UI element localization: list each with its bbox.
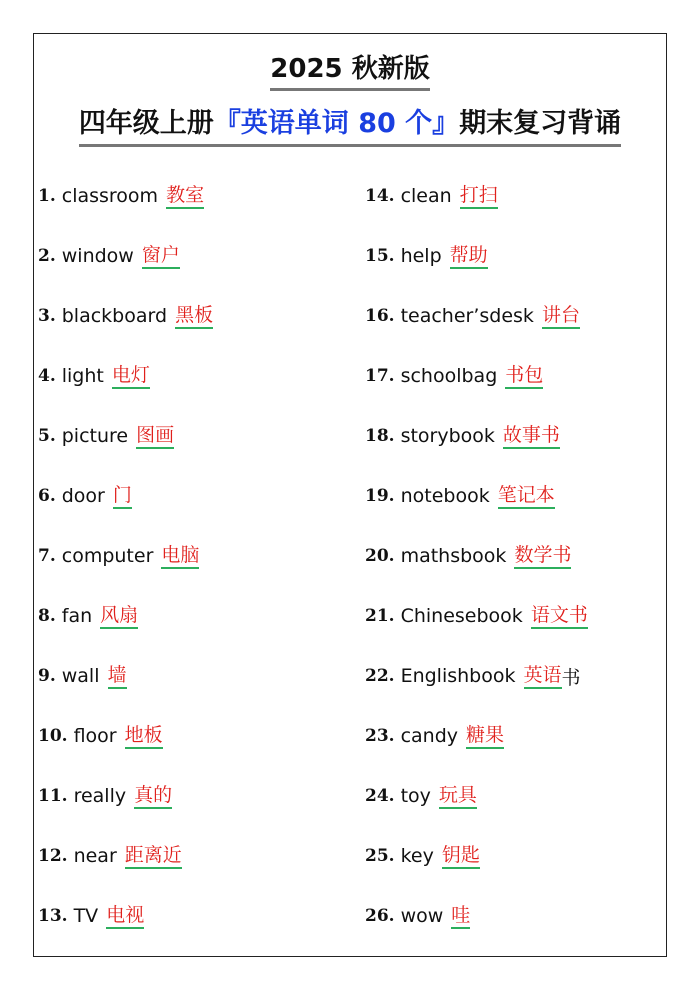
english-word: key xyxy=(400,845,434,867)
subtitle-suffix: 期末复习背诵 xyxy=(459,108,622,139)
word-list-right xyxy=(365,166,588,946)
english-word: fan xyxy=(61,605,93,627)
word-number: 5. xyxy=(38,426,56,446)
chinese-translation: 风扇 xyxy=(100,603,138,629)
word-number: 8. xyxy=(38,606,56,626)
word-number: 23. xyxy=(365,726,395,746)
english-word: picture xyxy=(61,425,129,447)
subtitle-prefix: 四年级上册 xyxy=(78,108,214,139)
word-number: 14. xyxy=(365,186,395,206)
word-number: 9. xyxy=(38,666,56,686)
chinese-translation: 地板 xyxy=(125,723,163,749)
chinese-translation: 打扫 xyxy=(460,183,498,209)
word-number: 11. xyxy=(38,786,68,806)
word-item xyxy=(365,586,588,646)
word-item xyxy=(365,526,588,586)
english-word: floor xyxy=(73,725,117,747)
word-item xyxy=(38,826,213,886)
word-item xyxy=(38,586,213,646)
word-item xyxy=(38,766,213,826)
word-item xyxy=(365,406,588,466)
english-word: help xyxy=(400,245,442,267)
chinese-translation: 电灯 xyxy=(112,363,150,389)
word-item xyxy=(38,466,213,526)
chinese-translation: 英语 xyxy=(524,663,562,689)
chinese-translation: 距离近 xyxy=(125,843,182,869)
chinese-translation-rest: 书 xyxy=(561,666,581,689)
chinese-translation: 哇 xyxy=(451,903,470,929)
english-word: really xyxy=(73,785,127,807)
word-number: 24. xyxy=(365,786,395,806)
english-word: door xyxy=(61,485,105,507)
word-number: 20. xyxy=(365,546,395,566)
chinese-translation: 钥匙 xyxy=(442,843,480,869)
word-number: 3. xyxy=(38,306,56,326)
english-word: notebook xyxy=(400,485,490,507)
english-word: clean xyxy=(400,185,452,207)
word-number: 22. xyxy=(365,666,395,686)
english-word: window xyxy=(61,245,134,267)
subtitle-underline-wrap xyxy=(79,106,621,147)
word-number: 10. xyxy=(38,726,68,746)
chinese-translation: 数学书 xyxy=(514,543,571,569)
chinese-translation: 语文书 xyxy=(531,603,588,629)
english-word: wall xyxy=(61,665,100,687)
chinese-translation: 图画 xyxy=(136,423,174,449)
word-item xyxy=(365,286,588,346)
word-number: 13. xyxy=(38,906,68,926)
chinese-translation: 帮助 xyxy=(450,243,488,269)
chinese-translation: 窗户 xyxy=(142,243,180,269)
word-number: 16. xyxy=(365,306,395,326)
word-item xyxy=(38,406,213,466)
word-number: 15. xyxy=(365,246,395,266)
english-word: computer xyxy=(61,545,154,567)
word-number: 12. xyxy=(38,846,68,866)
word-item xyxy=(38,166,213,226)
page-subtitle xyxy=(0,106,700,147)
word-list-left xyxy=(38,166,213,946)
word-item xyxy=(38,706,213,766)
english-word: blackboard xyxy=(61,305,168,327)
english-word: light xyxy=(61,365,104,387)
word-number: 17. xyxy=(365,366,395,386)
word-item xyxy=(365,646,588,706)
english-word: mathsbook xyxy=(400,545,507,567)
word-item xyxy=(365,166,588,226)
word-item xyxy=(365,766,588,826)
word-item xyxy=(38,886,213,946)
english-word: TV xyxy=(73,905,99,927)
chinese-translation: 书包 xyxy=(505,363,543,389)
english-word: Englishbook xyxy=(400,665,516,687)
subtitle-highlight: 『英语单词 80 个』 xyxy=(213,108,460,139)
word-number: 1. xyxy=(38,186,56,206)
english-word: Chinesebook xyxy=(400,605,523,627)
word-item xyxy=(365,466,588,526)
chinese-translation: 电脑 xyxy=(161,543,199,569)
word-item xyxy=(365,226,588,286)
english-word: schoolbag xyxy=(400,365,498,387)
english-word: candy xyxy=(400,725,459,747)
english-word: near xyxy=(73,845,117,867)
chinese-translation: 笔记本 xyxy=(498,483,555,509)
word-item xyxy=(365,886,588,946)
chinese-translation: 糖果 xyxy=(466,723,504,749)
word-item xyxy=(38,286,213,346)
chinese-translation: 电视 xyxy=(106,903,144,929)
title-line-1: 2025 秋新版 xyxy=(270,52,429,91)
word-item xyxy=(38,226,213,286)
word-number: 2. xyxy=(38,246,56,266)
word-number: 4. xyxy=(38,366,56,386)
page-title xyxy=(0,52,700,91)
word-number: 19. xyxy=(365,486,395,506)
word-item xyxy=(38,526,213,586)
english-word: classroom xyxy=(61,185,159,207)
chinese-translation: 故事书 xyxy=(503,423,560,449)
word-number: 26. xyxy=(365,906,395,926)
chinese-translation: 教室 xyxy=(166,183,204,209)
chinese-translation: 讲台 xyxy=(542,303,580,329)
word-item xyxy=(38,346,213,406)
word-number: 25. xyxy=(365,846,395,866)
word-number: 18. xyxy=(365,426,395,446)
chinese-translation: 玩具 xyxy=(439,783,477,809)
chinese-translation: 门 xyxy=(113,483,132,509)
english-word: teacher’sdesk xyxy=(400,305,534,327)
english-word: toy xyxy=(400,785,431,807)
english-word: storybook xyxy=(400,425,495,447)
word-number: 21. xyxy=(365,606,395,626)
chinese-translation: 黑板 xyxy=(175,303,213,329)
chinese-translation: 墙 xyxy=(108,663,127,689)
word-number: 6. xyxy=(38,486,56,506)
word-item xyxy=(365,826,588,886)
word-item xyxy=(365,706,588,766)
word-number: 7. xyxy=(38,546,56,566)
word-item xyxy=(38,646,213,706)
english-word: wow xyxy=(400,905,444,927)
chinese-translation: 真的 xyxy=(134,783,172,809)
word-item xyxy=(365,346,588,406)
